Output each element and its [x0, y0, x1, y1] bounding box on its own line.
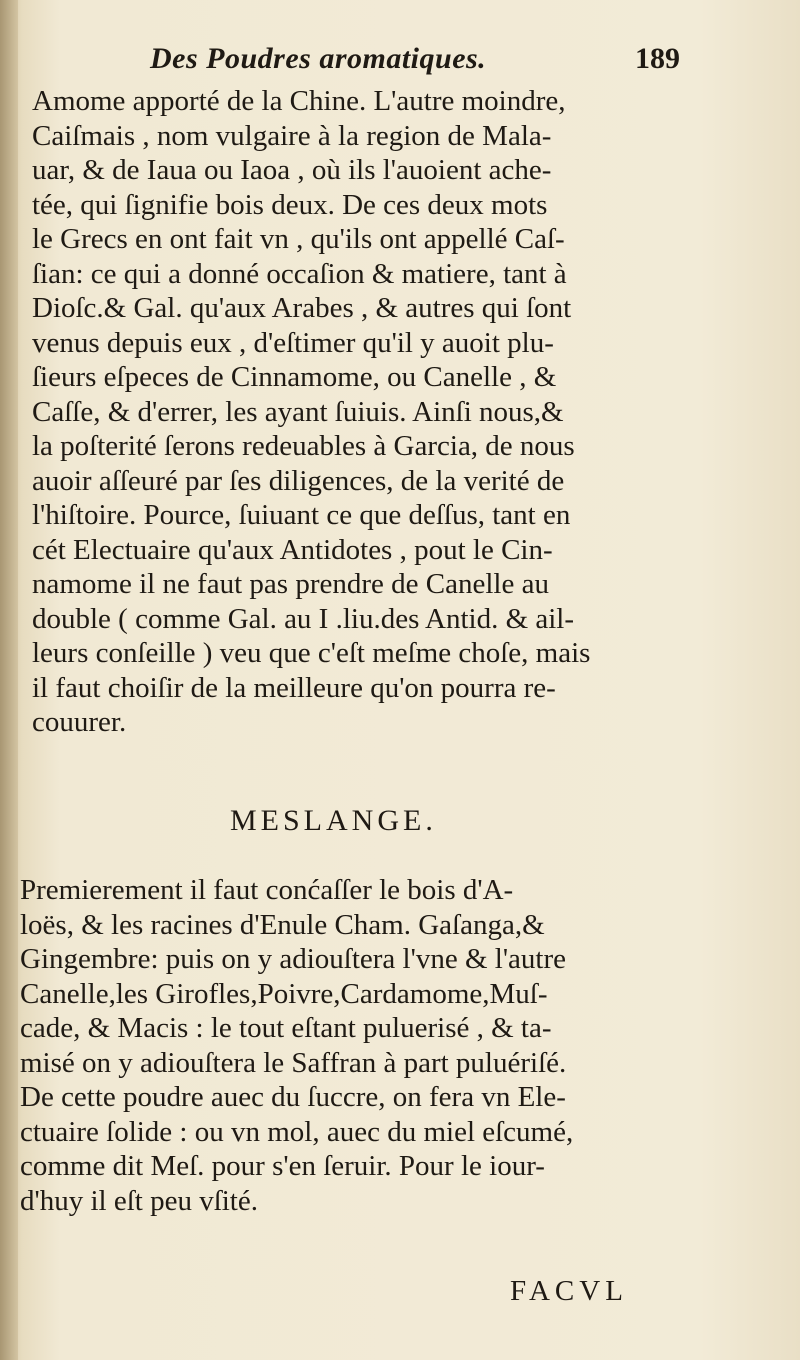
text-line: le Grecs en ont fait vn , qu'ils ont appellé Caſ-	[32, 223, 565, 255]
text-line: Gingembre: puis on y adiouſtera l'vne & l'autre	[20, 943, 567, 975]
text-line: namome il ne faut pas prendre de Canelle au	[32, 568, 549, 600]
text-line: double ( comme Gal. au I .liu.des Antid. & ail-	[32, 602, 575, 635]
text-line: misé on y adiouſtera le Saffran à part puluériſé.	[20, 1046, 567, 1079]
text-line: leurs conſeille ) veu que c'eſt meſme choſe, mais	[32, 637, 591, 669]
text-line: ctuaire ſolide : ou vn mol, auec du miel eſcumé,	[20, 1115, 574, 1148]
text-line: la poſterité ſerons redeuables à Garcia, de nous	[32, 430, 575, 462]
text-line: couurer.	[32, 706, 127, 738]
text-line: tée, qui ſignifie bois deux. De ces deux mots	[32, 188, 548, 221]
page-gutter	[0, 0, 18, 1360]
paragraph-2	[20, 873, 680, 1218]
text-line: d'huy il eſt peu vſité.	[20, 1184, 258, 1217]
page-number: 189	[635, 42, 680, 75]
catchword: FACVL	[510, 1275, 628, 1307]
running-head-title: Des Poudres aromatiques.	[150, 42, 487, 75]
text-line: Premierement il faut conćaſſer le bois d'A-	[20, 874, 514, 906]
text-line: venus depuis eux , d'eſtimer qu'il y auoit plu-	[32, 326, 554, 359]
text-line: Caiſmais , nom vulgaire à la region de Mala-	[32, 119, 552, 152]
running-head	[140, 42, 680, 86]
text-line: ſian: ce qui a donné occaſion & matiere, tant à	[32, 257, 567, 290]
paragraph-1	[32, 84, 672, 740]
text-line: il faut choiſir de la meilleure qu'on pourra re-	[32, 671, 556, 704]
text-line: uar, & de Iaua ou Iaoa , où ils l'auoient ache-	[32, 154, 552, 186]
text-line: auoir aſſeuré par ſes diligences, de la verité de	[32, 464, 565, 497]
text-line: Caſſe, & d'errer, les ayant ſuiuis. Ainſi nous,&	[32, 395, 564, 428]
section-heading: MESLANGE.	[230, 804, 437, 837]
text-line: cét Electuaire qu'aux Antidotes , pout le Cin-	[32, 533, 553, 566]
text-line: loës, & les racines d'Enule Cham. Gaſanga,&	[20, 908, 545, 941]
text-line: cade, & Macis : le tout eſtant puluerisé , & ta-	[20, 1012, 552, 1044]
text-line: Canelle,les Girofles,Poivre,Cardamome,Muſ-	[20, 977, 548, 1010]
text-line: comme dit Meſ. pour s'en ſeruir. Pour le iour-	[20, 1150, 545, 1182]
text-line: Amome apporté de la Chine. L'autre moindre,	[32, 85, 566, 117]
text-line: ſieurs eſpeces de Cinnamome, ou Canelle , &	[32, 361, 557, 393]
text-line: De cette poudre auec du ſuccre, on fera vn Ele-	[20, 1081, 566, 1113]
text-line: l'hiſtoire. Pource, ſuiuant ce que deſſus, tant en	[32, 499, 571, 531]
text-line: Dioſc.& Gal. qu'aux Arabes , & autres qui ſont	[32, 292, 572, 324]
